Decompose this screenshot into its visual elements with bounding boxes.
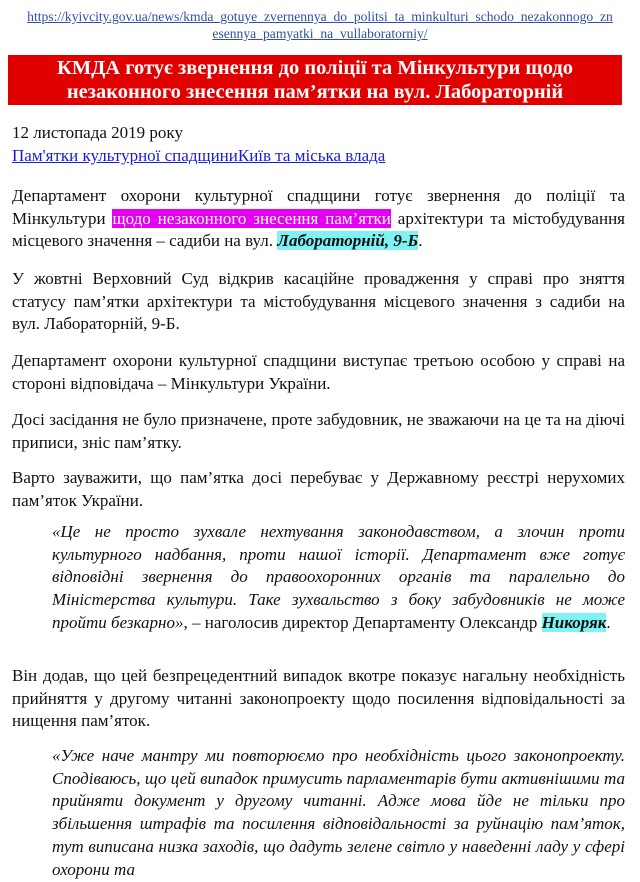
quote-1-attribution: , – наголосив директор Департаменту Олександр	[183, 612, 542, 632]
paragraph-4: Досі засідання не було призначене, проте забудовник, не зважаючи на це та на діючі приписи, зніс пам’ятку.	[12, 410, 625, 452]
p1-text: Департамент охорони культурної спадщини готує звернення до поліції та Мінкультури	[12, 186, 625, 228]
quote-1-end: .	[606, 612, 611, 632]
quote-1	[52, 521, 625, 635]
source-url-line2: esennya_pamyatki_na_vullaboratorniy/	[212, 26, 428, 41]
highlight-name: Никоряк	[541, 612, 607, 632]
paragraph-3: Департамент охорони культурної спадщини виступає третьою особою у справі на стороні відповідача – Мінкультури України.	[12, 351, 625, 393]
paragraph-5: Варто зауважити, що пам’ятка досі перебуває у Державному реєстрі нерухомих пам’яток України.	[12, 468, 625, 510]
categories-link[interactable]: Пам'ятки культурної спадщиниКиїв та міська влада	[12, 146, 386, 165]
highlight-address: Лабораторній, 9-Б	[277, 231, 419, 250]
source-url-link[interactable]	[0, 8, 640, 42]
paragraph-6: Він додав, що цей безпрецедентний випадок вкотре показує нагальну необхідність прийняття у другому читанні законопроекту щодо посилення відповідальності за нищення пам’яток.	[12, 666, 625, 730]
p1-text-middle: архітектури та містобудування місцевого значення – садиби на вул.	[12, 208, 625, 250]
quote-1-text: «Це не просто зухвале нехтування законодавством, а злочин проти культурного надбання, проти нашої історії. Департамент вже готує відповідні звернення до правоохоронних органів та паралельно до Міністерства культури. Таке зухвальство з боку забудовників не може пройти безкарно»	[52, 522, 625, 632]
headline-line1: КМДА готує звернення до поліції та Мінкультури щодо	[56, 57, 574, 79]
p1-text-end: .	[418, 231, 423, 250]
paragraph-1	[12, 185, 625, 253]
headline-line2: незаконного знесення пам’ятки на вул. Лабораторній	[66, 81, 564, 103]
headline-banner	[8, 55, 622, 105]
quote-2: «Уже наче мантру ми повторюємо про необхідність цього законопроекту. Сподіваюсь, що цей випадок примусить парламентарів бути активнішими та прийняти документ у другому читанні. Адже мова йде не тільки про збільшення штрафів та посилення відповідальності за руйнацію пам’яток, тут виписана низка заходів, що дадуть зелене світло у наведенні ладу у сфері охорони та	[52, 746, 625, 879]
publish-date: 12 листопада 2019 року	[12, 123, 183, 142]
source-url-line1: https://kyivcity.gov.ua/news/kmda_gotuye_zvernennya_do_politsi_ta_minkulturi_schodo_nezakonnogo_zn	[27, 9, 613, 24]
highlight-magenta: щодо незаконного знесення пам’ятки	[112, 208, 391, 228]
paragraph-2: У жовтні Верховний Суд відкрив касаційне провадження у справі про зняття статусу пам’ятки архітектури та містобудування місцевого значення з садиби на вул. Лабораторній, 9-Б.	[12, 269, 625, 333]
